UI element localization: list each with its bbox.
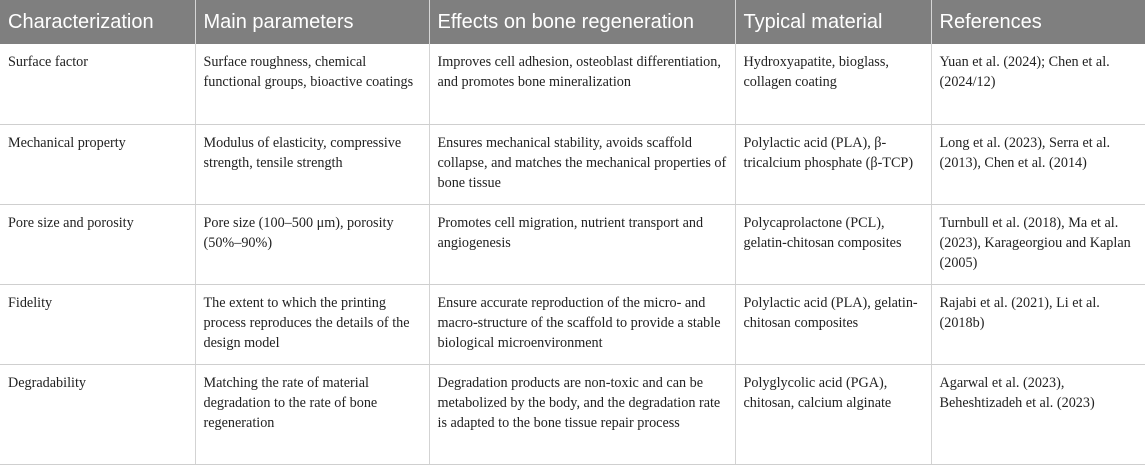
cell-main-parameters: Modulus of elasticity, compressive strength, tensile strength [195,124,429,204]
cell-typical-material: Polylactic acid (PLA), gelatin-chitosan composites [735,284,931,364]
cell-references: Agarwal et al. (2023), Beheshtizadeh et al. (2023) [931,364,1145,464]
cell-effects: Ensure accurate reproduction of the micro- and macro-structure of the scaffold to provide a stable biological microenvironment [429,284,735,364]
header-typical-material: Typical material [735,0,931,44]
cell-effects: Ensures mechanical stability, avoids scaffold collapse, and matches the mechanical properties of bone tissue [429,124,735,204]
header-row [0,0,1145,44]
cell-references: Long et al. (2023), Serra et al. (2013), Chen et al. (2014) [931,124,1145,204]
header-characterization: Characterization [0,0,195,44]
header-effects: Effects on bone regeneration [429,0,735,44]
cell-typical-material: Polylactic acid (PLA), β-tricalcium phosphate (β-TCP) [735,124,931,204]
header-references: References [931,0,1145,44]
cell-characterization: Fidelity [0,284,195,364]
table-row [0,44,1145,124]
cell-characterization: Surface factor [0,44,195,124]
cell-characterization: Degradability [0,364,195,464]
cell-main-parameters: Surface roughness, chemical functional groups, bioactive coatings [195,44,429,124]
cell-typical-material: Polycaprolactone (PCL), gelatin-chitosan composites [735,204,931,284]
cell-typical-material: Hydroxyapatite, bioglass, collagen coating [735,44,931,124]
table-row [0,364,1145,464]
table-row [0,204,1145,284]
table-row [0,124,1145,204]
cell-typical-material: Polyglycolic acid (PGA), chitosan, calcium alginate [735,364,931,464]
table-body [0,44,1145,464]
cell-references: Turnbull et al. (2018), Ma et al. (2023), Karageorgiou and Kaplan (2005) [931,204,1145,284]
cell-characterization: Pore size and porosity [0,204,195,284]
cell-effects: Promotes cell migration, nutrient transport and angiogenesis [429,204,735,284]
cell-references: Yuan et al. (2024); Chen et al. (2024/12) [931,44,1145,124]
table-row [0,284,1145,364]
cell-characterization: Mechanical property [0,124,195,204]
cell-effects: Improves cell adhesion, osteoblast differentiation, and promotes bone mineralization [429,44,735,124]
cell-main-parameters: Matching the rate of material degradation to the rate of bone regeneration [195,364,429,464]
header-main-parameters: Main parameters [195,0,429,44]
table-header [0,0,1145,44]
cell-main-parameters: The extent to which the printing process reproduces the details of the design model [195,284,429,364]
cell-effects: Degradation products are non-toxic and can be metabolized by the body, and the degradation rate is adapted to the bone tissue repair process [429,364,735,464]
cell-references: Rajabi et al. (2021), Li et al. (2018b) [931,284,1145,364]
cell-main-parameters: Pore size (100–500 μm), porosity (50%–90%) [195,204,429,284]
